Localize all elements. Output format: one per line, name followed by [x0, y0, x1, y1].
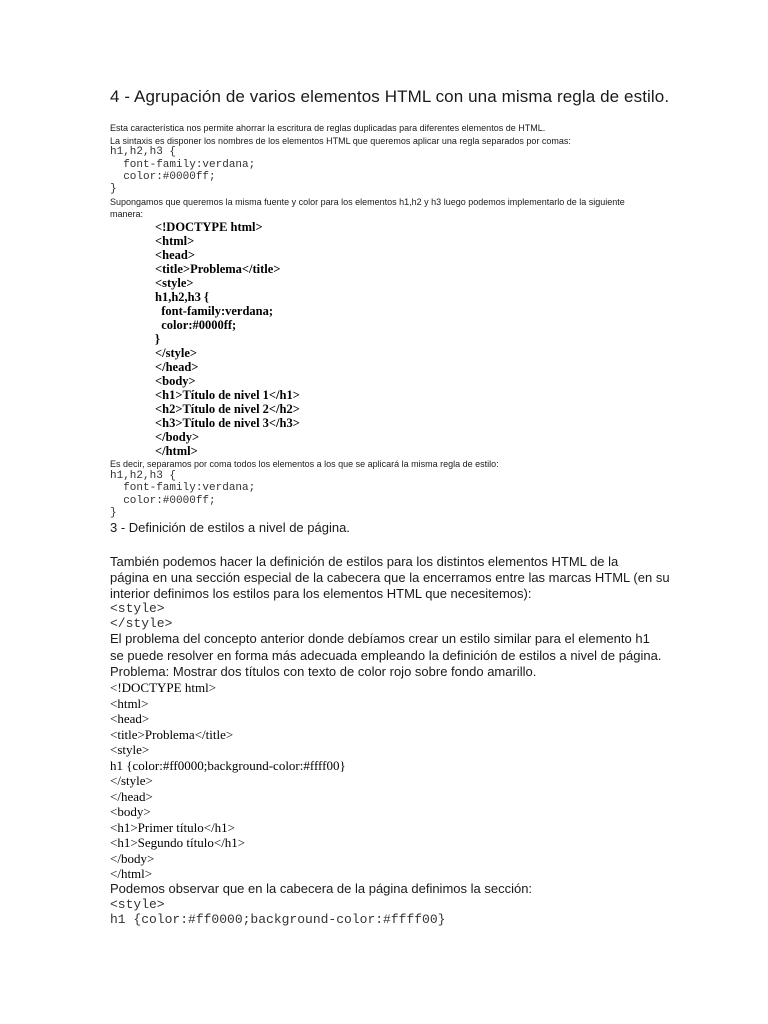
- example-code-line: </html>: [155, 444, 198, 458]
- intro-line: Esta característica nos permite ahorrar la escritura de reglas duplicadas para diferentes elementos de HTML.: [110, 123, 546, 133]
- separator-note: Es decir, separamos por coma todos los elementos a los que se aplicará la misma regla de estilo:: [110, 459, 499, 469]
- example-code-line: h1 {color:#ff0000;background-color:#ffff00}: [110, 758, 346, 773]
- suppose-line: Supongamos que queremos la misma fuente y color para los elementos h1,h2 y h3 luego podemos implementarlo de la siguiente: [110, 197, 625, 207]
- paragraph-line: El problema del concepto anterior donde debíamos crear un estilo similar para el elemento h1: [110, 631, 650, 646]
- paragraph-line: Problema: Mostrar dos títulos con texto de color rojo sobre fondo amarillo.: [110, 664, 537, 679]
- example-code-line: <head>: [110, 711, 150, 726]
- example-code-line: <h2>Título de nivel 2</h2>: [155, 402, 300, 416]
- example-code-line: <title>Problema</title>: [110, 727, 234, 742]
- example-code-line: h1,h2,h3 {: [155, 290, 209, 304]
- example-code-line: <h1>Segundo título</h1>: [110, 835, 246, 850]
- example-code-line: <!DOCTYPE html>: [155, 220, 263, 234]
- code-line: <style>: [110, 897, 165, 912]
- paragraph-line: interior definimos los estilos para los elementos HTML que necesitemos):: [110, 586, 532, 601]
- code-line: }: [110, 507, 117, 519]
- example-code-line: <style>: [110, 742, 150, 757]
- example-code-line: </html>: [110, 866, 153, 881]
- section-heading-3: 3 - Definición de estilos a nivel de página.: [110, 520, 350, 535]
- paragraph-line: se puede resolver en forma más adecuada empleando la definición de estilos a nivel de página.: [110, 648, 662, 663]
- example-code-line: <h3>Título de nivel 3</h3>: [155, 416, 300, 430]
- intro-line: La sintaxis es disponer los nombres de los elementos HTML que queremos aplicar una regla separados por comas:: [110, 136, 571, 146]
- paragraph-line: También podemos hacer la definición de estilos para los distintos elementos HTML de la: [110, 554, 619, 569]
- code-line: font-family:verdana;: [110, 482, 256, 494]
- code-line: <style>: [110, 601, 165, 616]
- code-line: h1,h2,h3 {: [110, 146, 177, 158]
- code-line: }: [110, 183, 117, 195]
- example-code-line: <!DOCTYPE html>: [110, 680, 217, 695]
- example-code-line: <h1>Título de nivel 1</h1>: [155, 388, 300, 402]
- example-code-line: <body>: [155, 374, 196, 388]
- paragraph-line: página en una sección especial de la cabecera que la encerramos entre las marcas HTML (en su: [110, 570, 670, 585]
- example-code-line: color:#0000ff;: [155, 318, 237, 332]
- code-line: font-family:verdana;: [110, 159, 256, 171]
- section-heading-4: 4 - Agrupación de varios elementos HTML con una misma regla de estilo.: [110, 87, 670, 106]
- example-code-line: <title>Problema</title>: [155, 262, 281, 276]
- example-code-line: </head>: [110, 789, 153, 804]
- code-line: </style>: [110, 616, 173, 631]
- code-line: color:#0000ff;: [110, 171, 216, 183]
- code-line: h1,h2,h3 {: [110, 470, 177, 482]
- suppose-line: manera:: [110, 209, 144, 219]
- example-code-line: </head>: [155, 360, 199, 374]
- example-code-line: }: [155, 332, 160, 346]
- example-code-line: <h1>Primer título</h1>: [110, 820, 236, 835]
- code-line: h1 {color:#ff0000;background-color:#ffff00}: [110, 912, 446, 927]
- example-code-line: </body>: [155, 430, 200, 444]
- example-code-line: <html>: [155, 234, 195, 248]
- example-code-line: <style>: [155, 276, 194, 290]
- example-code-line: <head>: [155, 248, 195, 262]
- example-code-line: </body>: [110, 851, 155, 866]
- code-line: color:#0000ff;: [110, 495, 216, 507]
- example-code-line: <html>: [110, 696, 149, 711]
- closing-text: Podemos observar que en la cabecera de la página definimos la sección:: [110, 881, 533, 896]
- example-code-line: </style>: [110, 773, 153, 788]
- example-code-line: font-family:verdana;: [155, 304, 274, 318]
- example-code-line: <body>: [110, 804, 151, 819]
- example-code-line: </style>: [155, 346, 198, 360]
